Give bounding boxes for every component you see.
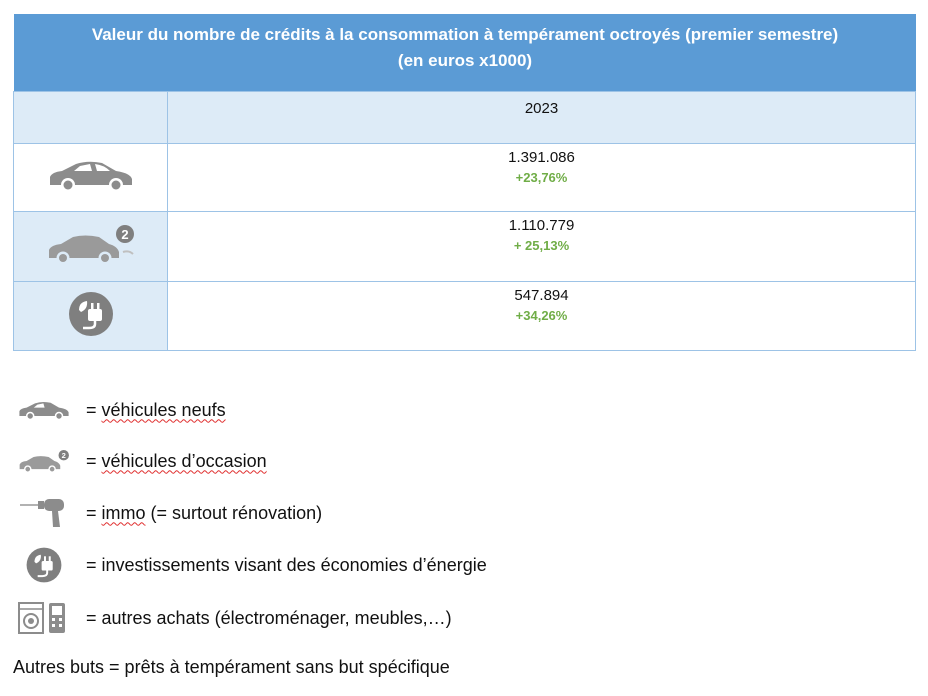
legend-item-used-vehicles [14, 441, 267, 481]
table-row [14, 144, 916, 212]
footer-note: Autres buts = prêts à tempérament sans but spécifique [13, 657, 450, 677]
legend-term: immo [101, 502, 146, 523]
table-title [14, 14, 916, 91]
table-row [14, 212, 916, 282]
legend-prefix: = [86, 502, 102, 523]
energy-plug-icon [25, 546, 63, 584]
used-car-icon [15, 446, 73, 476]
row-value-cell [168, 212, 916, 282]
legend-item-other-purchases [14, 598, 452, 638]
row-change: + 25,13% [513, 238, 570, 253]
title-line-1: Valeur du nombre de crédits à la consommation à tempérament octroyés (premier semestre) [91, 25, 839, 44]
legend-description: (= surtout rénovation) [145, 502, 323, 523]
row-value: 1.391.086 [508, 149, 575, 166]
empty-header-cell [14, 92, 168, 144]
row-value-cell [168, 144, 916, 212]
year-header: 2023 [168, 92, 916, 144]
legend-prefix: = [86, 399, 102, 420]
table-header-row [14, 92, 916, 144]
legend-prefix: = [86, 607, 102, 628]
legend-item-energy-savings [14, 545, 487, 585]
row-icon-cell [14, 282, 168, 351]
title-line-2: (en euros x1000) [397, 51, 533, 70]
new-car-icon [16, 398, 72, 422]
credits-table [13, 91, 916, 351]
legend-description: investissements visant des économies d’énergie [101, 554, 487, 575]
appliances-icon [17, 601, 71, 635]
row-icon-cell [14, 144, 168, 212]
drill-icon [18, 496, 70, 530]
row-value-cell [168, 282, 916, 351]
energy-plug-icon [67, 290, 115, 338]
row-value: 1.110.779 [508, 217, 575, 234]
legend-item-new-vehicles [14, 390, 226, 430]
svg-text:2: 2 [61, 451, 66, 461]
legend-prefix: = [86, 450, 102, 471]
new-car-icon [46, 155, 136, 195]
legend-item-real-estate [14, 493, 322, 533]
legend-description: autres achats (électroménager, meubles,…) [101, 607, 452, 628]
legend-term: véhicules d’occasion [101, 450, 267, 471]
row-change: +34,26% [515, 308, 568, 323]
row-value: 547.894 [514, 287, 569, 304]
svg-text:2: 2 [120, 227, 129, 242]
row-icon-cell [14, 212, 168, 282]
row-change: +23,76% [515, 170, 568, 185]
table-row [14, 282, 916, 351]
used-car-icon [41, 222, 141, 266]
legend-prefix: = [86, 554, 102, 575]
legend-term: véhicules neufs [101, 399, 226, 420]
